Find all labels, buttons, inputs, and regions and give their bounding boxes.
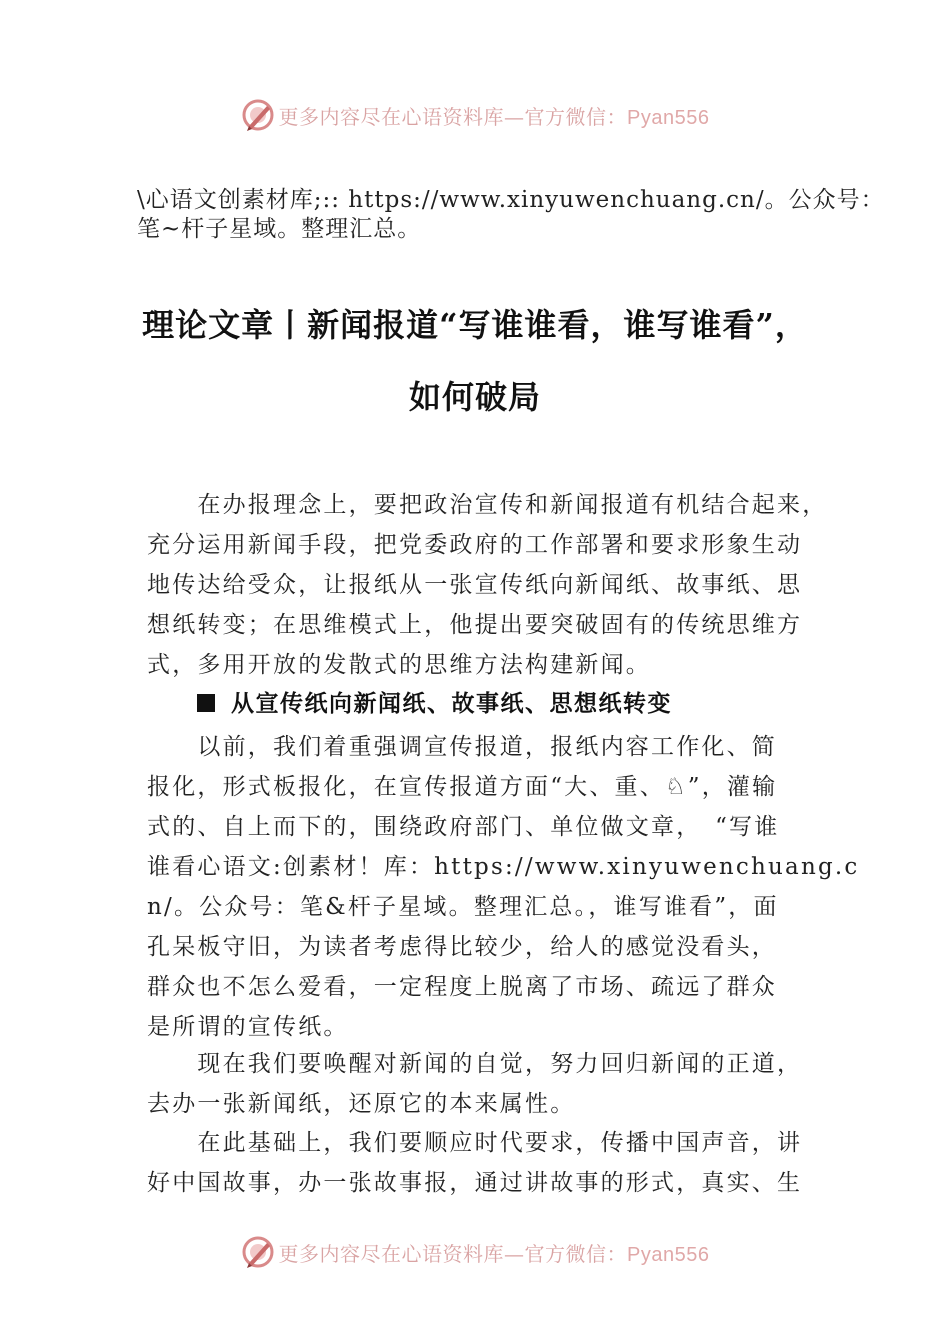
text-line: 充分运用新闻手段，把党委政府的工作部署和要求形象生动 [147, 532, 803, 558]
source-note [137, 186, 897, 244]
footer-banner [0, 1232, 950, 1272]
article-title-line2: 如何破局 [408, 378, 541, 416]
banner-text: 更多内容尽在心语资料库—官方微信：Pyan556 [278, 1241, 710, 1266]
text-line: 孔呆板守旧，为读者考虑得比较少，给人的感觉没看头， [147, 934, 777, 960]
paragraph-4 [147, 1123, 802, 1203]
text-line: 地传达给受众，让报纸从一张宣传纸向新闻纸、故事纸、思 [147, 572, 803, 598]
text-line: 式的、自上而下的，围绕政府部门、单位做文章， “写谁 [147, 814, 780, 840]
source-note-line: \心语文创素材库;:: https://www.xinyuwenchuang.cn/。公众号： [137, 187, 885, 213]
paragraph-2 [147, 727, 859, 1047]
banner-text: 更多内容尽在心语资料库—官方微信：Pyan556 [278, 104, 710, 129]
paragraph-1 [147, 485, 827, 685]
banner-wechat-id: Pyan556 [627, 1243, 710, 1266]
text-line: 好中国故事，办一张故事报，通过讲故事的形式，真实、生 [147, 1170, 803, 1196]
text-line: 在办报理念上，要把政治宣传和新闻报道有机结合起来， [147, 492, 828, 518]
text-line: 群众也不怎么爱看，一定程度上脱离了市场、疏远了群众 [147, 974, 777, 1000]
source-note-line: 笔~杆子星域。整理汇总。 [137, 216, 422, 242]
text-line: n/。公众号：笔&杆子星域。整理汇总。，谁写谁看”，面 [147, 894, 779, 920]
header-banner [0, 95, 950, 135]
text-line: 报化，形式板报化，在宣传报道方面“大、重、♘”，灌输 [147, 774, 778, 800]
text-line: 是所谓的宣传纸。 [147, 1014, 349, 1040]
text-line: 谁看心语文:创素材！库：https://www.xinyuwenchuang.c [147, 854, 860, 880]
article-title: 理论文章丨新闻报道“写谁谁看，谁写谁看”， [142, 306, 808, 344]
text-line: 式，多用开放的发散式的思维方法构建新闻。 [147, 652, 651, 678]
pen-logo-icon [241, 98, 275, 132]
text-line: 以前，我们着重强调宣传报道，报纸内容工作化、简 [147, 734, 777, 760]
pen-logo-icon [241, 1235, 275, 1269]
text-line: 想纸转变；在思维模式上，他提出要突破固有的传统思维方 [147, 612, 803, 638]
paragraph-3 [147, 1044, 802, 1124]
section-heading: 从宣传纸向新闻纸、故事纸、思想纸转变 [197, 686, 672, 722]
square-bullet-icon [197, 694, 215, 712]
text-line: 在此基础上，我们要顺应时代要求，传播中国声音，讲 [147, 1130, 803, 1156]
text-line: 去办一张新闻纸，还原它的本来属性。 [147, 1091, 576, 1117]
text-line: 现在我们要唤醒对新闻的自觉，努力回归新闻的正道， [147, 1051, 803, 1077]
banner-wechat-id: Pyan556 [627, 106, 710, 129]
